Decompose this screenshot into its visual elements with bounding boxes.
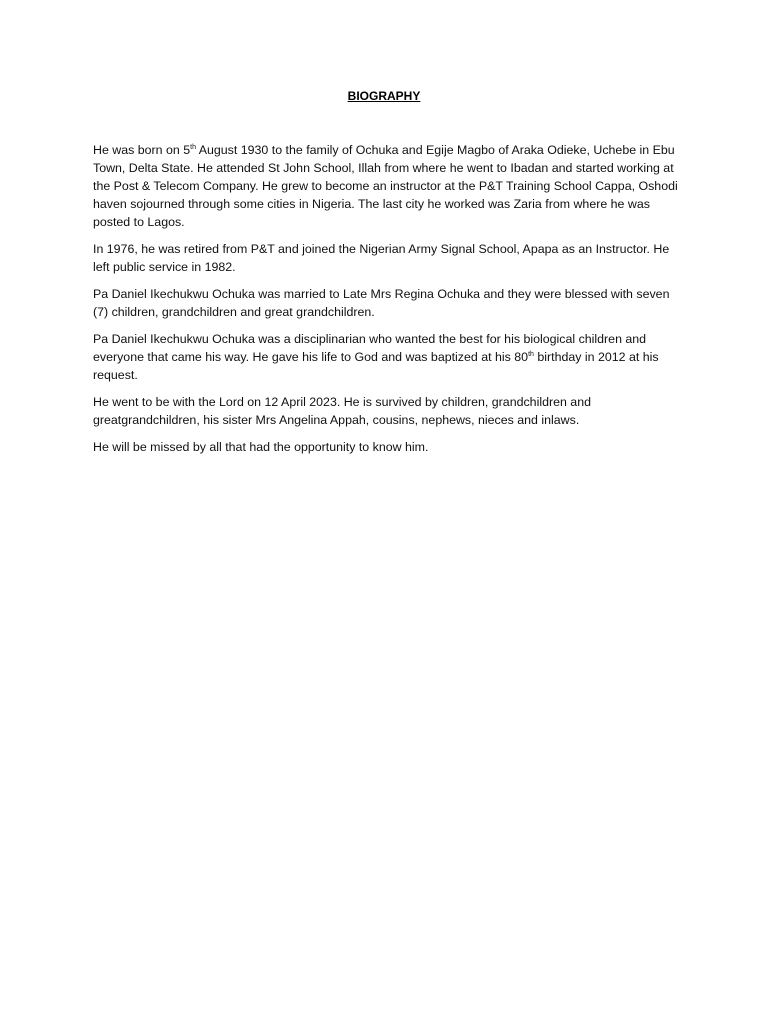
paragraph-character-text-b: birthday in 2012 at his request. bbox=[93, 350, 659, 382]
paragraph-character bbox=[93, 330, 678, 384]
paragraph-birth bbox=[93, 141, 678, 231]
paragraph-family: Pa Daniel Ikechukwu Ochuka was married to Late Mrs Regina Ochuka and they were blessed with seven (7) children, grandchildren and great grandchildren. bbox=[93, 287, 670, 319]
paragraph-passing: He went to be with the Lord on 12 April 2023. He is survived by children, grandchildren and greatgrandchildren, his sister Mrs Angelina Appah, cousins, nephews, nieces and inlaws. bbox=[93, 395, 591, 427]
paragraph-birth-text-a: He was born on 5 bbox=[93, 143, 191, 157]
document-title: BIOGRAPHY bbox=[347, 89, 421, 103]
ordinal-suffix: th bbox=[190, 144, 196, 151]
document-body bbox=[93, 141, 678, 465]
paragraph-birth-text-b: August 1930 to the family of Ochuka and Egije Magbo of Araka Odieke, Uchebe in Ebu Town, Delta State. He attended St John School, Illah from where he went to Ibadan and started working at the Post & Telecom Company. He grew to become an instructor at the P&T Training School Cappa, Oshodi haven sojourned through some cities in Nigeria. The last city he worked was Zaria from where he was posted to Lagos. bbox=[93, 143, 678, 229]
paragraph-retirement: In 1976, he was retired from P&T and joined the Nigerian Army Signal School, Apapa as an Instructor. He left public service in 1982. bbox=[93, 242, 670, 274]
paragraph-closing: He will be missed by all that had the opportunity to know him. bbox=[93, 440, 429, 454]
ordinal-suffix: th bbox=[528, 351, 534, 358]
paragraph-character-text-a: Pa Daniel Ikechukwu Ochuka was a disciplinarian who wanted the best for his biological children and everyone that came his way. He gave his life to God and was baptized at his 80 bbox=[93, 332, 647, 364]
